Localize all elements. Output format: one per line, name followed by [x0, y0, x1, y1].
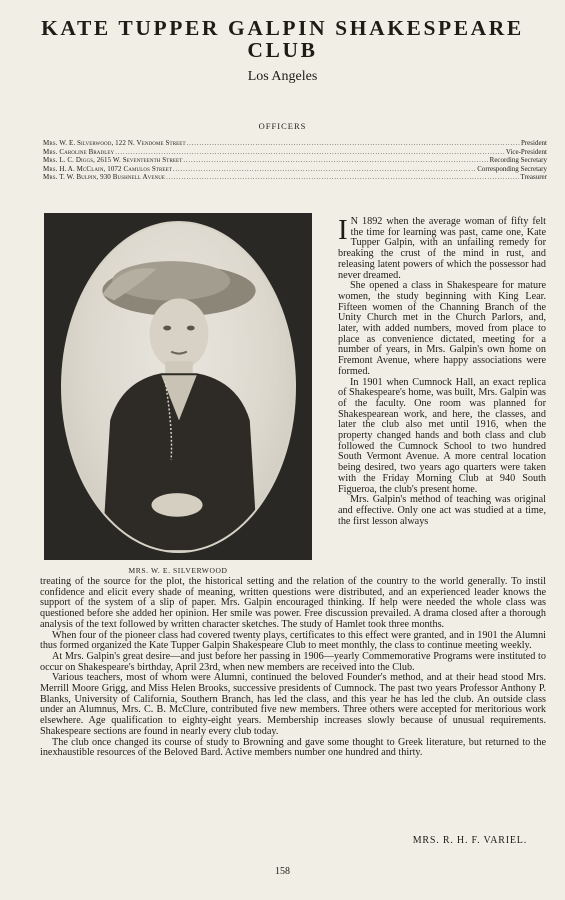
officer-name: Mrs. L. C. Diggs, 2615 W. Seventeenth Street [43, 156, 183, 164]
article-column-right [338, 214, 546, 527]
officer-name: Mrs. Caroline Bradley [43, 147, 115, 156]
officer-row [43, 139, 547, 148]
article-paragraph: Mrs. Galpin's method of teaching was original and effective. Only one act was studied at a time, the first lesson always [338, 494, 546, 527]
article-paragraph: In 1901 when Cumnock Hall, an exact replica of Shakespeare's home, was built, Mrs. Galpin was of the faculty. One room was planned for Shakespearean work, and here, the classes, and later the club also met until 1916, when the property changed hands and both class and club followed the Cumnock School to two hundred South Vermont Avenue. A more central location being desired, two years ago quarters were taken with the Friday Morning Club at 940 South Figueroa, the club's present home. [338, 376, 546, 495]
officer-row [43, 173, 547, 182]
page-number: 158 [275, 866, 290, 877]
officer-name: Mrs. H. A. McClain, 1072 Camulos Street [43, 164, 172, 173]
officer-role: President [520, 139, 547, 147]
dot-leader [115, 148, 505, 157]
portrait-oval [61, 221, 296, 553]
dot-leader [187, 139, 520, 148]
article-paragraph: Various teachers, most of whom were Alumni, continued the beloved Founder's method, and at their head stood Mrs. Merrill Moore Grigg, and Miss Helen Brooks, successive presidents of Cumnock. The past two years Professor Anthony P. Blanks, University of California, Southern Branch, has led the class, and this year he has led the club. An outside class under an Alumnus, Mrs. C. B. McClure, contributed five new members. Three others were accepted for meritorious work elsewhere. Age qualification to eighty-eight years. Membership increases slowly because of unusual requirements. Shakespeare sections are found in nearly every club today. [40, 672, 546, 737]
article-paragraph: She opened a class in Shakespeare for mature women, the study beginning with King Lear. Fifteen women of the Channing Branch of the Unity Church met in the Church Parlors, and, later, with added numbers, moved from place to place as convenience dictated, meeting for a number of years, in Mrs. Galpin's own home on Fremont Avenue, where happy associations were formed. [338, 280, 546, 377]
article-paragraph: At Mrs. Galpin's great desire—and just before her passing in 1906—yearly Commemorative Programs were instituted to occur on Shakespeare's birthday, April 23rd, when new members are received into the Club. [40, 650, 546, 673]
officer-name: Mrs. W. E. Silverwood, 122 N. Vendome Street [43, 139, 186, 147]
officers-heading: OFFICERS [258, 121, 307, 131]
city-name: Los Angeles [247, 69, 318, 84]
club-title-line-2: CLUB [247, 38, 318, 62]
dot-leader [166, 173, 519, 182]
portrait-illustration [63, 223, 294, 551]
drop-cap: I [338, 214, 348, 246]
officer-role: Vice-President [505, 147, 547, 156]
officers-list [43, 139, 547, 182]
officer-row [43, 156, 547, 165]
portrait-photo [44, 213, 312, 560]
author-signature: MRS. R. H. F. VARIEL. [412, 835, 527, 846]
club-title: KATE TUPPER GALPIN SHAKESPEARE [41, 16, 524, 40]
photo-caption: MRS. W. E. SILVERWOOD [128, 566, 228, 575]
officer-row [43, 148, 547, 157]
article-paragraph [338, 214, 546, 281]
officer-row [43, 165, 547, 174]
dot-leader [173, 165, 476, 174]
officer-name: Mrs. T. W. Bulpin, 930 Bushnell Avenue [43, 173, 166, 181]
officer-role: Treasurer [520, 173, 547, 181]
article-column-full [40, 577, 546, 759]
article-paragraph: The club once changed its course of study to Browning and gave some thought to Greek literature, but returned to the inexhaustible resources of the Beloved Bard. Active members number one hundred and thirty. [40, 736, 546, 759]
paragraph-text: N 1892 when the average woman of fifty felt the time for learning was past, came one, Kate Tupper Galpin, with an unfailing remedy for breaking the crust of the mind in rust, and releasing latent powers of which the possessor had never dreamed. [338, 216, 546, 281]
officer-role: Corresponding Secretary [477, 164, 547, 173]
article-paragraph: treating of the source for the plot, the historical setting and the relation of the country to the world generally. To instil confidence and elicit every shade of meaning, written questions were distributed, and an experienced leader knows the support of the system of a slip of paper. Mrs. Galpin encouraged thinking. If help were needed the whole class was questioned before she added her opinion. Her smile was power. Free discussion prevailed. A drama closed after a thorough analysis of the text followed by written character sketches. The study of Hamlet took three months. [40, 576, 546, 630]
officer-role: Recording Secretary [489, 156, 547, 164]
article-paragraph: When four of the pioneer class had covered twenty plays, certificates to this effect were granted, and in 1901 the Alumni thus formed organized the Kate Tupper Galpin Shakespeare Club to meet monthly, the class to continue meeting weekly. [40, 629, 546, 652]
dot-leader [183, 156, 488, 165]
